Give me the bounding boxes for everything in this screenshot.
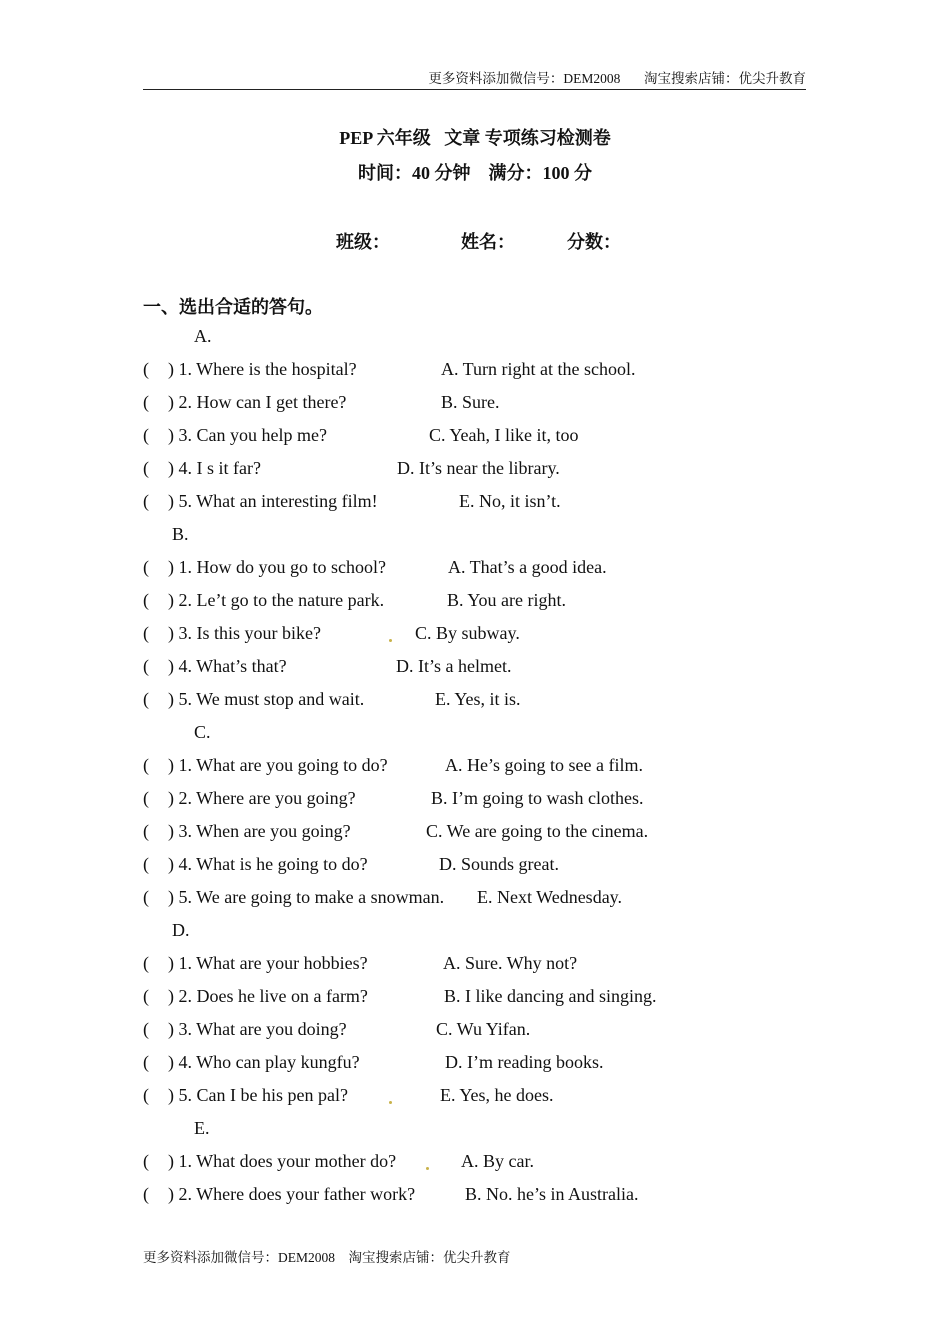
answer-option: D. I’m reading books.: [445, 1052, 604, 1072]
question: ) 3. Can you help me?: [168, 425, 327, 445]
answer-option: A. By car.: [461, 1151, 534, 1171]
question: ) 5. What an interesting film!: [168, 491, 378, 511]
answer-option: D. Sounds great.: [439, 854, 559, 874]
answer-option: B. I’m going to wash clothes.: [431, 788, 644, 808]
question: ) 4. Who can play kungfu?: [168, 1052, 360, 1072]
answer-blank[interactable]: (: [143, 887, 149, 907]
question: ) 2. Does he live on a farm?: [168, 986, 368, 1006]
group-label: B.: [172, 524, 189, 544]
answer-blank[interactable]: (: [143, 425, 149, 445]
header-text: 更多资料添加微信号：DEM2008 淘宝搜索店铺：优尖升教育: [428, 71, 806, 86]
answer-blank[interactable]: (: [143, 557, 149, 577]
question: ) 5. Can I be his pen pal?: [168, 1085, 348, 1105]
answer-blank[interactable]: (: [143, 1019, 149, 1039]
question: ) 5. We are going to make a snowman.: [168, 887, 445, 907]
answer-option: B. You are right.: [447, 590, 567, 610]
answer-blank[interactable]: (: [143, 821, 149, 841]
class-label: 班级：: [336, 232, 390, 252]
answer-blank[interactable]: (: [143, 623, 149, 643]
answer-blank[interactable]: (: [143, 1052, 149, 1072]
page-title: PEP 六年级 文章 专项练习检测卷: [339, 128, 611, 148]
answer-option: B. Sure.: [441, 392, 500, 412]
answer-blank[interactable]: (: [143, 986, 149, 1006]
question: ) 3. When are you going?: [168, 821, 351, 841]
answer-blank[interactable]: (: [143, 656, 149, 676]
question: ) 2. Le’t go to the nature park.: [168, 590, 385, 610]
answer-option: E. Yes, it is.: [435, 689, 521, 709]
group-label: D.: [172, 920, 190, 940]
answer-blank[interactable]: (: [143, 392, 149, 412]
question: ) 1. Where is the hospital?: [168, 359, 357, 379]
answer-option: D. It’s near the library.: [397, 458, 560, 478]
question: ) 2. Where are you going?: [168, 788, 356, 808]
question: ) 3. What are you doing?: [168, 1019, 347, 1039]
answer-blank[interactable]: (: [143, 854, 149, 874]
answer-blank[interactable]: (: [143, 491, 149, 511]
name-label: 姓名：: [461, 232, 515, 252]
answer-option: A. Turn right at the school.: [441, 359, 636, 379]
answer-blank[interactable]: (: [143, 953, 149, 973]
question: ) 1. How do you go to school?: [168, 557, 386, 577]
answer-option: C. Wu Yifan.: [436, 1019, 531, 1039]
question: ) 1. What are you going to do?: [168, 755, 388, 775]
answer-blank[interactable]: (: [143, 590, 149, 610]
page-header: [143, 69, 806, 90]
answer-option: E. Yes, he does.: [440, 1085, 554, 1105]
question: ) 2. How can I get there?: [168, 392, 347, 412]
question: ) 4. What’s that?: [168, 656, 287, 676]
section-title: 一、选出合适的答句。: [143, 297, 323, 317]
question: ) 5. We must stop and wait.: [168, 689, 365, 709]
group-label: C.: [194, 722, 211, 742]
question: ) 4. What is he going to do?: [168, 854, 368, 874]
page-footer: 更多资料添加微信号：DEM2008 淘宝搜索店铺：优尖升教育: [143, 1250, 511, 1265]
answer-blank[interactable]: (: [143, 1085, 149, 1105]
answer-blank[interactable]: (: [143, 755, 149, 775]
answer-blank[interactable]: (: [143, 1184, 149, 1204]
answer-option: B. I like dancing and singing.: [444, 986, 657, 1006]
answer-option: E. Next Wednesday.: [477, 887, 623, 907]
group-label: A.: [194, 326, 212, 346]
stray-mark: [389, 639, 392, 642]
answer-option: C. We are going to the cinema.: [426, 821, 649, 841]
question: ) 3. Is this your bike?: [168, 623, 321, 643]
group-label: E.: [194, 1118, 210, 1138]
question: ) 1. What are your hobbies?: [168, 953, 368, 973]
answer-option: C. By subway.: [415, 623, 520, 643]
answer-option: C. Yeah, I like it, too: [429, 425, 579, 445]
answer-blank[interactable]: (: [143, 1151, 149, 1171]
answer-option: B. No. he’s in Australia.: [465, 1184, 639, 1204]
question: ) 4. I s it far?: [168, 458, 261, 478]
answer-option: D. It’s a helmet.: [396, 656, 512, 676]
answer-blank[interactable]: (: [143, 458, 149, 478]
stray-mark: [426, 1167, 429, 1170]
answer-option: A. He’s going to see a film.: [445, 755, 643, 775]
answer-blank[interactable]: (: [143, 689, 149, 709]
exam-meta: 时间：40 分钟 满分：100 分: [358, 163, 592, 183]
question: ) 2. Where does your father work?: [168, 1184, 416, 1204]
answer-blank[interactable]: (: [143, 359, 149, 379]
answer-option: A. That’s a good idea.: [448, 557, 607, 577]
score-label: 分数：: [567, 232, 621, 252]
stray-mark: [389, 1101, 392, 1104]
question: ) 1. What does your mother do?: [168, 1151, 397, 1171]
answer-option: E. No, it isn’t.: [459, 491, 561, 511]
answer-option: A. Sure. Why not?: [443, 953, 578, 973]
answer-blank[interactable]: (: [143, 788, 149, 808]
